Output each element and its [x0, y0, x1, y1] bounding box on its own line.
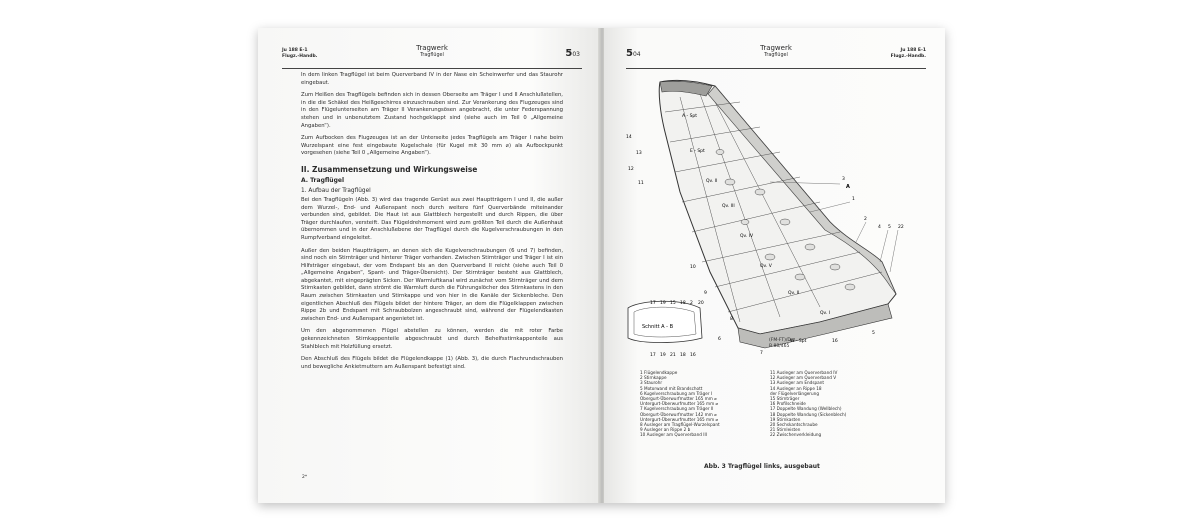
- callout-number: 5: [872, 331, 875, 336]
- label-a-spt: A - Spt: [682, 114, 698, 119]
- legend-item: 5 Motorwand mit Brandschott: [640, 385, 703, 391]
- legend-item: 12 Ausleger am Querverband V: [770, 375, 837, 381]
- footer-mark: 2*: [302, 475, 308, 480]
- legend-item: 15 Stirnträger: [770, 396, 800, 402]
- legend-item: 13 Ausleger am Endspant: [770, 380, 825, 386]
- section-profile: [628, 301, 702, 342]
- label-e-spt: E - Spt: [690, 149, 705, 154]
- legend-item: 7 Kugelverschraubung am Träger II: [640, 406, 714, 412]
- doc-id-line2: Flugz.-Handb.: [890, 54, 926, 59]
- callout-number: 17: [650, 301, 656, 306]
- open-manual: [258, 28, 945, 503]
- callout-number: 8: [730, 317, 733, 322]
- legend-right: [770, 370, 920, 438]
- left-body-text: [301, 72, 563, 376]
- callout-number: 6: [718, 337, 721, 342]
- legend-item: Obergurt-Überwurfmutter 165 mm ⌀: [640, 396, 717, 402]
- paragraph: Außer den beiden Hauptträgern, an denen sich die Kugelverschraubungen (6 und 7) befinden, sind noch ein Stirnträger und hinterer Träger vorhanden. Zwischen Stirnträger und Träger I ist ein Hilfsträger eingebaut, der vom Endspant bis an den Querverband II reicht (siehe auch Teil 0 „Allgemeine Angaben“, Spant- und Träger-Übersicht). Der Stirnträger besteht aus Glattblech, abgekantet, mit eingeprägten Sicken. Der Warmluftkanal wird zunächst vom Stirnträger und dem Stirnkasten gebildet, dann strömt die Warmluft durch die Führungslöcher des Stirnkastens in den Raum zwischen Stirnkasten und Stirnkappe und von hier in die Kanäle der Sickenbleche. Den eigentlichen Abschluß des Flügels bildet der hintere Träger, an dem die Flügelklappen zwischen Rippe 2b und Endspant mit Schraubbolzen angeschraubt sind, während der Flügelendkasten zwischen End- und Außenspant angenietet ist.: [301, 247, 563, 322]
- callout-number: 4: [878, 225, 881, 230]
- label-qv: Qv. I: [820, 311, 831, 316]
- doc-id: [891, 48, 926, 60]
- label-qv: Qv. II: [788, 291, 800, 296]
- callout-number: 7: [760, 351, 763, 356]
- legend-item: 22 Zwischenverkleidung: [770, 432, 822, 438]
- left-page: [258, 28, 600, 503]
- page-number-sub: 04: [632, 51, 641, 58]
- legend-left: [640, 370, 770, 438]
- section-heading: A. Tragflügel: [301, 176, 344, 184]
- label-arrow-a: A: [846, 184, 850, 190]
- label-qv: Qv. V: [760, 264, 772, 269]
- subsection-name: Tragflügel: [764, 53, 788, 58]
- callout-number: 22: [898, 225, 904, 230]
- label-qv: Qv. IV: [740, 234, 754, 239]
- legend-item: 3 Staurohr: [640, 380, 663, 386]
- callout-number: 17: [650, 353, 656, 358]
- ref-line: (FM-FT)/Drz: [769, 338, 796, 343]
- label-qv: Qv. II: [706, 179, 718, 184]
- callout-number: 5: [888, 225, 891, 230]
- callout-number: 2: [864, 217, 867, 222]
- figure-caption: Abb. 3 Tragflügel links, ausgebaut: [704, 463, 820, 470]
- page-number-main: 5: [626, 48, 633, 59]
- callout-number: 13: [636, 151, 642, 156]
- paragraph: In dem linken Tragflügel ist beim Querverband IV in der Nase ein Scheinwerfer und das Staurohr eingebaut.: [301, 72, 563, 86]
- legend-item: Obergurt-Überwurfmutter 142 mm ⌀: [640, 411, 717, 417]
- legend-item: 9 Ausleger an Rippe 2 b: [640, 427, 691, 433]
- callout-number: 1: [852, 197, 855, 202]
- paragraph: Zum Aufbocken des Flugzeuges ist an der Unterseite jedes Tragflügels am Träger I nahe beim Wurzelspant eine fest eingebaute Kugelschale (für Kugel mit 30 mm ⌀) als Aufbockpunkt vorgesehen (siehe Teil 0 „Allgemeine Angaben“).: [301, 135, 563, 157]
- legend-item: 20 Sechskantschraube: [770, 422, 818, 428]
- paragraph: Den Abschluß des Flügels bildet die Flügelendkappe (1) (Abb. 3), die durch Flachrundschrauben und bewegliche Ankietmuttern am Außenspant befestigt sind.: [301, 356, 563, 370]
- callout-number: 18: [680, 353, 686, 358]
- legend-item: 1 Flügelendkappe: [640, 370, 678, 375]
- section-title: [726, 44, 826, 59]
- callout-number: 2: [690, 301, 693, 306]
- right-page-header: [626, 42, 926, 69]
- page-number: [565, 48, 580, 59]
- subsection-name: Tragflügel: [420, 53, 444, 58]
- callout-number: 9: [704, 291, 707, 296]
- legend-item: 14 Ausleger an Rippe 18: [770, 385, 822, 391]
- callout-number: 16: [690, 353, 696, 358]
- legend-item: 2 Stirnkappe: [640, 375, 667, 381]
- callout-number: 18: [680, 301, 686, 306]
- page-number-main: 5: [565, 48, 573, 59]
- legend-item: 18 Doppelte Wandung (Sickenblech): [770, 411, 847, 417]
- left-page-header: [282, 42, 582, 69]
- legend-item: Untergurt-Überwurfmutter 165 mm ⌀: [640, 416, 719, 422]
- ref-line: B 88/465: [769, 343, 790, 349]
- label-section: Schnitt A - B: [642, 324, 673, 330]
- legend-item: 21 Stirnleisten: [770, 427, 801, 433]
- callout-number: 11: [638, 181, 644, 186]
- legend-item: Untergurt-Überwurfmutter 165 mm ⌀: [640, 401, 719, 407]
- label-qv: Qv. III: [722, 204, 735, 209]
- callout-number: 14: [626, 135, 632, 140]
- paragraph: Bei den Tragflügeln (Abb. 3) wird das tragende Gerüst aus zwei Hauptträgern I und II, die außer dem Wurzel-, End- und Außenspant noch durch weitere fünf Querverbände miteinander verbunden sind, gebildet. Die Haut ist aus Glattblech hergestellt und durch Rippen, die über Träger durchlaufen, versteift. Das Flügeldrehmoment wird zum größten Teil durch die Außenhaut übernommen und in der Anschlußebene der Tragflügel durch die Kugelverschraubungen in den Rumpfverband eingeleitet.: [301, 196, 563, 241]
- doc-id: [282, 48, 317, 60]
- callout-number: 19: [660, 301, 666, 306]
- section-name: Tragwerk: [416, 44, 448, 52]
- legend-item: 17 Doppelte Wandung (Wellblech): [770, 406, 842, 412]
- callout-number: 12: [628, 167, 634, 172]
- callout-number: 10: [690, 265, 696, 270]
- callout-number: 19: [660, 353, 666, 358]
- legend-item: 16 Profilschneide: [770, 401, 806, 407]
- right-page: [604, 28, 945, 503]
- paragraph: Zum Heißen des Tragflügels befinden sich in dessen Oberseite am Träger I und II Anschlußstellen, in die die Schäkel des Heißgeschirres einzuschrauben sind. Zur Verankerung des Flugzeuges sind in den Flügelunterseiten am Träger II Verankerungsösen angebracht, die unter Federspannung stehen und in unbenutztem Zustand hochgeklappt sind (siehe auch im Teil 0 „Allgemeine Angaben“).: [301, 92, 563, 129]
- doc-id-line2: Flugz.-Handb.: [282, 54, 318, 59]
- section-title: [382, 44, 482, 59]
- callout-number: 15: [670, 301, 676, 306]
- legend-item: 10 Ausleger am Querverband III: [640, 432, 707, 438]
- label-w-spt: W - Spt: [790, 339, 807, 344]
- drawing-reference: [769, 338, 795, 349]
- legend-item: 6 Kugelverschraubung am Träger I: [640, 390, 713, 396]
- callout-number: 20: [698, 301, 704, 306]
- callout-number: 21: [670, 353, 676, 358]
- legend-item: 8 Ausleger am Tragflügel-Wurzelspant: [640, 422, 720, 428]
- chapter-heading: II. Zusammensetzung und Wirkungsweise: [301, 164, 478, 174]
- callout-number: 3: [842, 177, 845, 182]
- doc-id-line1: Ju 188 E-1: [282, 48, 308, 53]
- callout-number: 16: [832, 339, 838, 344]
- doc-id-line1: Ju 188 E-1: [900, 48, 926, 53]
- legend-item: 19 Stirnkasten: [770, 416, 801, 422]
- legend-item: der Flügelverlängerung: [770, 390, 819, 396]
- subsection-heading: 1. Aufbau der Tragflügel: [301, 187, 371, 194]
- paragraph: Um den abgenommenen Flügel abstellen zu können, werden die mit roter Farbe gekennzeichneten Stirnkappenteile abgeschraubt und durch Behelfsstirnkappenteile aus Stahlblech mit Holzfüllung ersetzt.: [301, 328, 563, 350]
- page-number-sub: 03: [572, 51, 580, 58]
- legend-item: 11 Ausleger am Querverband IV: [770, 370, 838, 375]
- page-number: [626, 48, 641, 59]
- section-name: Tragwerk: [760, 44, 792, 52]
